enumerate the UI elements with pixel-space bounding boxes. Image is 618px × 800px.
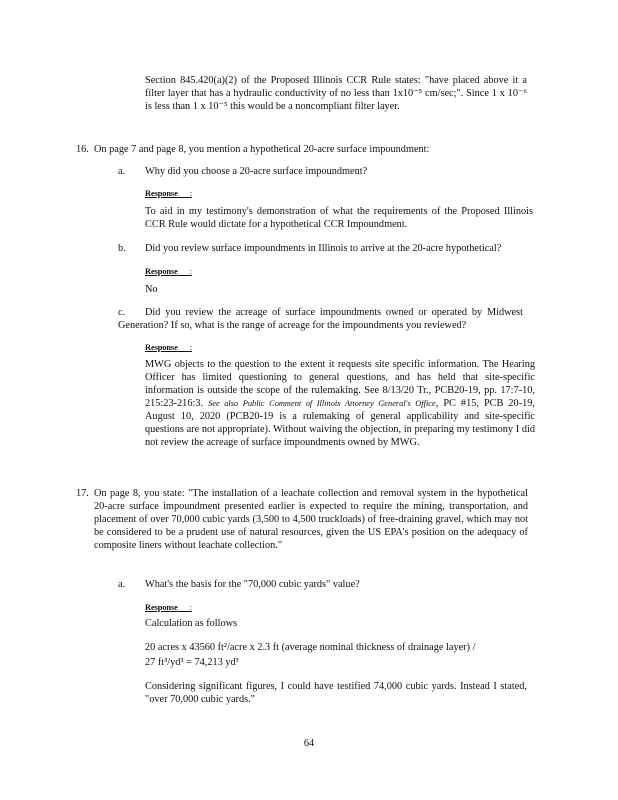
calculation-line-1: 20 acres x 43560 ft²/acre x 2.3 ft (average nominal thickness of drainage layer) / [145, 642, 476, 653]
question-16a-text: Why did you choose a 20-acre surface impoundment? [145, 166, 368, 177]
intro-paragraph: Section 845.420(a)(2) of the Proposed Illinois CCR Rule states: "have placed above it a filter layer that has a hydraulic conductivity of no less than 1x10⁻⁵ cm/sec;". Since 1 x 10⁻⁶ is less than 1 x 10⁻⁵ this would be a noncompliant filter layer. [145, 75, 527, 112]
response-label-16c: Response : [145, 343, 192, 352]
question-16-text: On page 7 and page 8, you mention a hypothetical 20-acre surface impoundment: [94, 144, 430, 155]
question-16c-letter: c. [118, 307, 126, 318]
question-16c-text: Did you review the acreage of surface impoundments owned or operated by Midwest Generation? If so, what is the range of acreage for the impoundments you reviewed? [118, 307, 523, 331]
question-17-number: 17. [76, 488, 89, 499]
question-16b-letter: b. [118, 243, 126, 254]
response-16b-text: No [145, 284, 158, 295]
question-17a-text: What's the basis for the "70,000 cubic yards" value? [145, 579, 360, 590]
response-label-16b: Response : [145, 267, 192, 276]
question-17-text: On page 8, you state: "The installation of a leachate collection and removal system in the hypothetical 20-acre surface impoundment presented earlier is expected to require the mining, transportation, and placement of over 70,000 cubic yards (3,500 to 4,500 truckloads) of free-draining gravel, which may not be considered to be a prudent use of natural resources, given the US EPA's position on the adequacy of composite liners without leachate collection." [94, 488, 528, 551]
response-label-17a: Response : [145, 603, 192, 612]
question-16a-letter: a. [118, 166, 126, 177]
question-16b-text: Did you review surface impoundments in Illinois to arrive at the 20-acre hypothetical? [145, 243, 502, 254]
page-number: 64 [303, 738, 315, 749]
response-17a-intro: Calculation as follows [145, 618, 238, 629]
response-label-16a: Response : [145, 189, 192, 198]
response-16c-text: MWG objects to the question to the extent it requests site specific information. The Hearing Officer has limited questioning to general questions, and has held that site-specific information is outside the scope of the rulemaking. See 8/13/20 Tr., PCB20-19, pp. 17:7-10, 215:23-216:3. See also Public Comment of Illinois Attorney General's Office, PC #15, PCB 20-19, August 10, 2020 (PCB20-19 is a rulemaking of general applicability and site-specific questions are not appropriate). Without waiving the objection, in preparing my testimony I did not review the acreage of surface impoundments owned by MWG. [145, 359, 536, 448]
response-16a-text: To aid in my testimony's demonstration of what the requirements of the Proposed Illinois CCR Rule would dictate for a hypothetical CCR Impoundment. [145, 206, 533, 230]
citation-italic: See also Public Comment of Illinois Attorney General's Office [208, 399, 436, 408]
question-17a-letter: a. [118, 579, 126, 590]
question-16-number: 16. [76, 144, 89, 155]
response-17a-conclusion: Considering significant figures, I could have testified 74,000 cubic yards. Instead I stated, "over 70,000 cubic yards." [145, 681, 527, 705]
calculation-line-2: 27 ft³/yd³ = 74,213 yd³ [145, 657, 239, 668]
